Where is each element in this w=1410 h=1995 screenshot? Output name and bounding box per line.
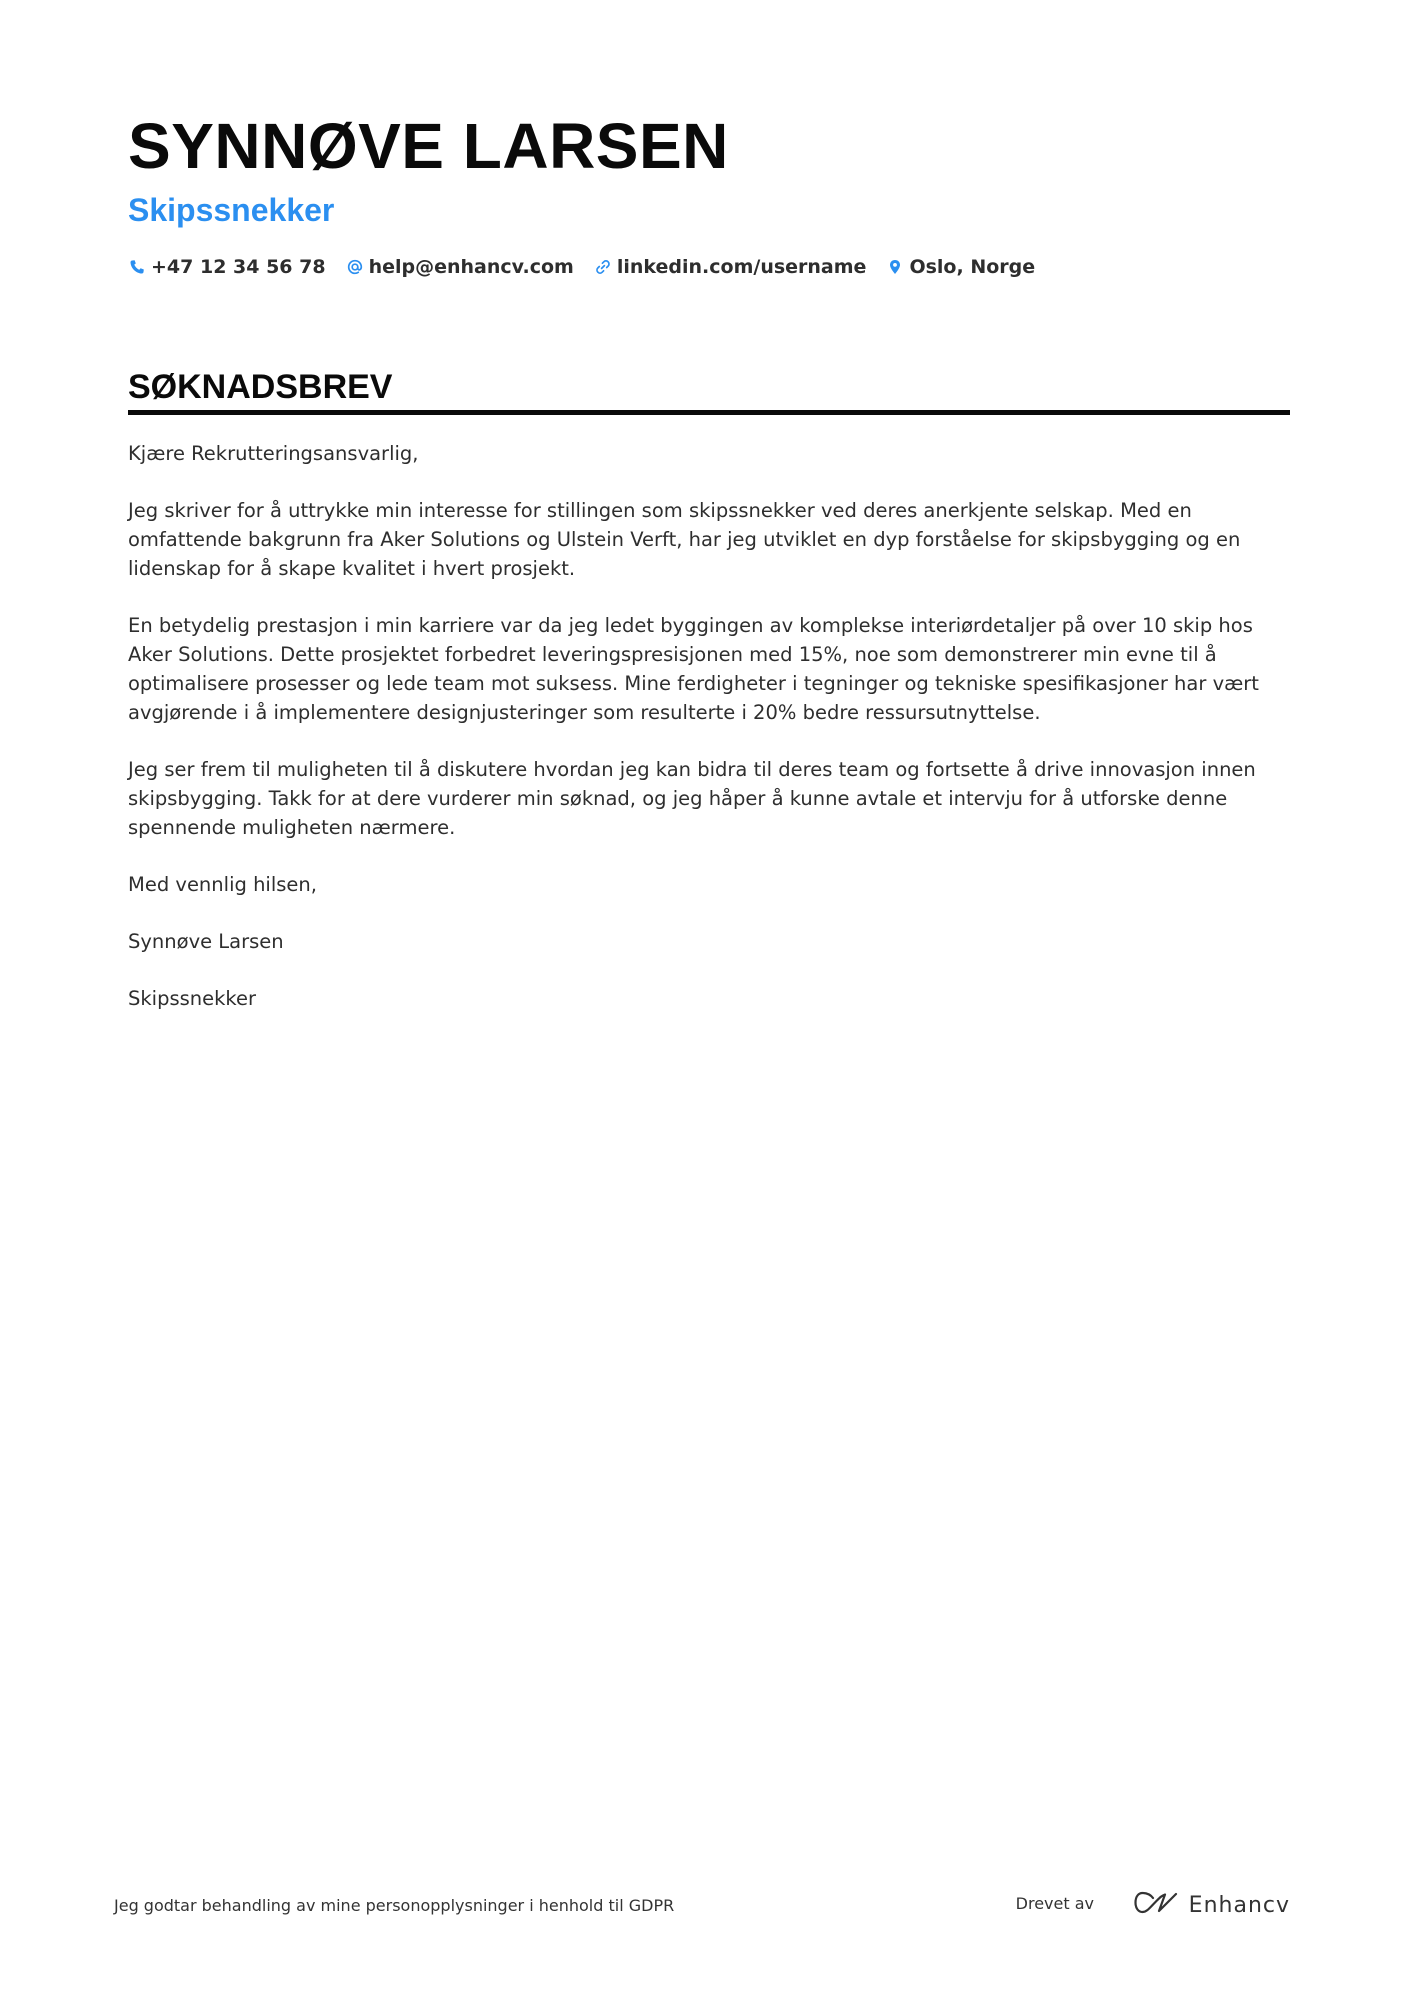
signature-title: Skipssnekker [128, 987, 257, 1010]
contact-phone [128, 256, 326, 278]
letter-paragraph: Jeg skriver for å uttrykke min interesse for stillingen som skipssnekker ved deres anerkjente selskap. Med en omfattende bakgrunn fra Aker Solutions og Ulstein Verft, har jeg utviklet en dyp forståelse for skipsbygging og en lidenskap for å skape kvalitet i hvert prosjekt. [128, 499, 1241, 580]
contact-email[interactable] [346, 256, 574, 278]
contact-bar [128, 256, 1288, 278]
contact-location-text: Oslo, Norge [909, 256, 1036, 278]
candidate-title: Skipssnekker [128, 192, 335, 228]
section-title: SØKNADSBREV [128, 366, 1290, 415]
contact-linkedin-text: linkedin.com/username [616, 256, 867, 278]
gdpr-consent-text: Jeg godtar behandling av mine personopplysninger i henhold til GDPR [114, 1896, 675, 1915]
candidate-name: SYNNØVE LARSEN [128, 110, 729, 182]
contact-linkedin[interactable] [594, 256, 867, 278]
powered-by-label: Drevet av [1015, 1894, 1094, 1913]
contact-email-text: help@enhancv.com [368, 256, 574, 278]
letter-closing: Med vennlig hilsen, [128, 873, 317, 896]
letter-paragraph: Jeg ser frem til muligheten til å diskutere hvordan jeg kan bidra til deres team og fortsette å drive innovasjon innen skipsbygging. Takk for at dere vurderer min søknad, og jeg håper å kunne avtale et intervju for å utforske denne spennende muligheten nærmere. [128, 758, 1256, 839]
letter-paragraph: En betydelig prestasjon i min karriere var da jeg ledet byggingen av komplekse interiørdetaljer på over 10 skip hos Aker Solutions. Dette prosjektet forbedret leveringspresisjonen med 15%, noe som demonstrerer min evne til å optimalisere prosesser og lede team mot suksess. Mine ferdigheter i tegninger og tekniske spesifikasjoner har vært avgjørende i å implementere designjusteringer som resulterte i 20% bedre ressursutnyttelse. [128, 614, 1259, 724]
letter-body [128, 439, 1278, 1013]
contact-location [886, 256, 1035, 278]
location-pin-icon [886, 258, 904, 276]
enhancv-brand-name: Enhancv [1188, 1892, 1290, 1918]
enhancv-logo-icon [1133, 1889, 1189, 1921]
at-icon [346, 258, 364, 276]
link-icon [594, 258, 612, 276]
header [128, 108, 1288, 278]
contact-phone-text: +47 12 34 56 78 [151, 256, 326, 278]
phone-icon [128, 258, 146, 276]
cover-letter-section [128, 366, 1290, 1041]
letter-greeting: Kjære Rekrutteringsansvarlig, [128, 442, 419, 465]
footer [114, 1888, 1290, 1928]
signature-name: Synnøve Larsen [128, 930, 284, 953]
enhancv-brand[interactable] [1133, 1888, 1290, 1922]
